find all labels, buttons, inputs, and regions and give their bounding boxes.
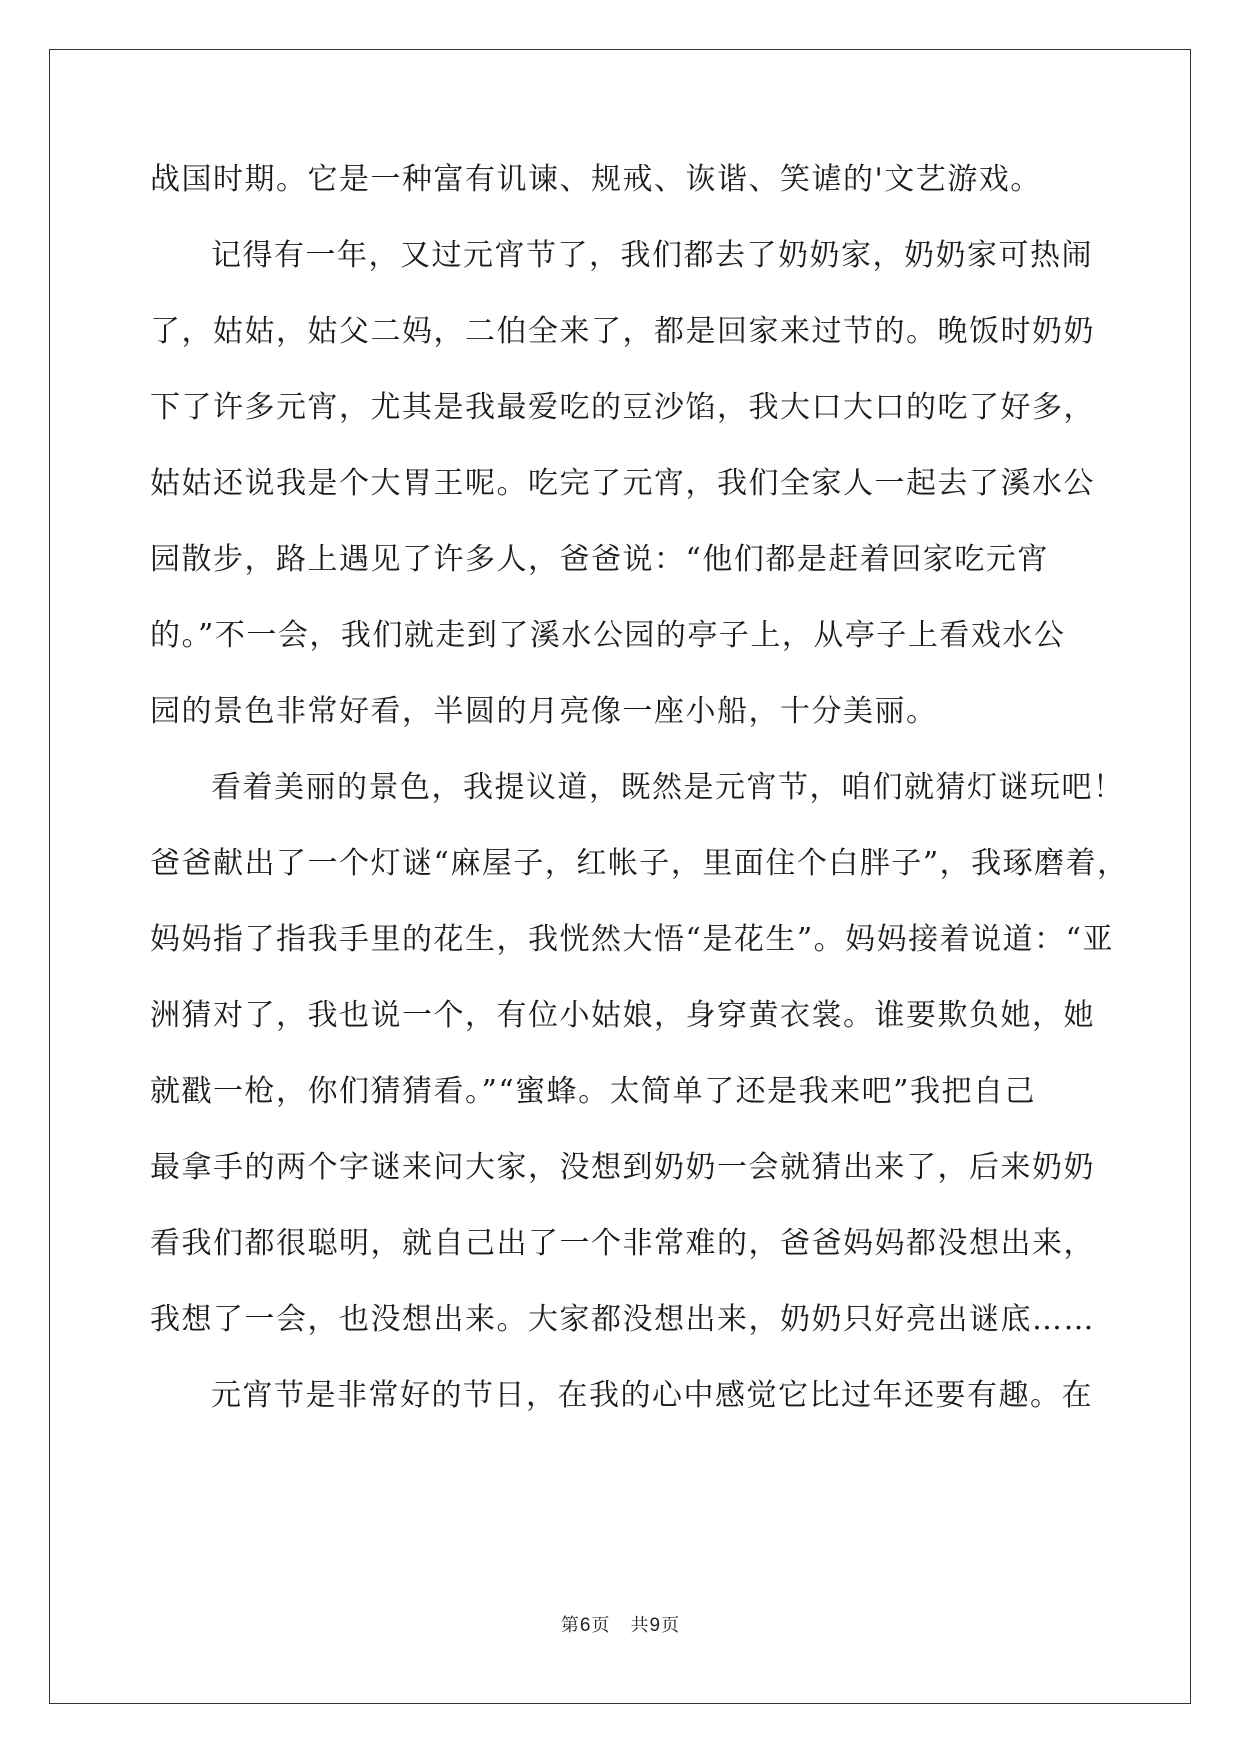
text-line: 姑姑还说我是个大胃王呢。吃完了元宵，我们全家人一起去了溪水公 (150, 466, 1095, 501)
text-line: 的。”不一会，我们就走到了溪水公园的亭子上，从亭子上看戏水公 (150, 618, 1066, 653)
text-line: 看着美丽的景色，我提议道，既然是元宵节，咱们就猜灯谜玩吧！ (211, 770, 1125, 805)
text-line: 就戳一枪，你们猜猜看。”“蜜蜂。太简单了还是我来吧”我把自己 (150, 1074, 1037, 1109)
text-line: 下了许多元宵，尤其是我最爱吃的豆沙馅，我大口大口的吃了好多， (150, 390, 1095, 425)
text-line: 爸爸献出了一个灯谜“麻屋子，红帐子，里面住个白胖子”，我琢磨着， (150, 846, 1129, 881)
page-footer (0, 1614, 1241, 1638)
text-line: 战国时期。它是一种富有讥谏、规戒、诙谐、笑谑的'文艺游戏。 (150, 162, 1042, 197)
text-line: 最拿手的两个字谜来问大家，没想到奶奶一会就猜出来了，后来奶奶 (150, 1150, 1095, 1185)
page-total-prefix: 共 (630, 1615, 650, 1636)
text-line: 妈妈指了指我手里的花生，我恍然大悟“是花生”。妈妈接着说道：“亚 (150, 922, 1115, 957)
page-number-prefix: 第 (560, 1615, 580, 1636)
text-line: 了，姑姑，姑父二妈，二伯全来了，都是回家来过节的。晚饭时奶奶 (150, 314, 1095, 349)
text-line: 洲猜对了，我也说一个，有位小姑娘，身穿黄衣裳。谁要欺负她，她 (150, 998, 1095, 1033)
page-number-current: 6 (579, 1615, 592, 1636)
text-line: 看我们都很聪明，就自己出了一个非常难的，爸爸妈妈都没想出来， (150, 1226, 1095, 1261)
text-line: 园散步，路上遇见了许多人，爸爸说：“他们都是赶着回家吃元宵 (150, 542, 1049, 577)
text-line: 记得有一年，又过元宵节了，我们都去了奶奶家，奶奶家可热闹 (211, 238, 1093, 273)
page-total-unit: 页 (661, 1615, 681, 1636)
text-line: 园的景色非常好看，半圆的月亮像一座小船，十分美丽。 (150, 694, 938, 729)
text-line: 元宵节是非常好的节日，在我的心中感觉它比过年还要有趣。在 (211, 1378, 1093, 1413)
text-line: 我想了一会，也没想出来。大家都没想出来，奶奶只好亮出谜底…… (150, 1302, 1095, 1337)
page-number-unit: 页 (591, 1615, 611, 1636)
page-number-total: 9 (649, 1615, 662, 1636)
